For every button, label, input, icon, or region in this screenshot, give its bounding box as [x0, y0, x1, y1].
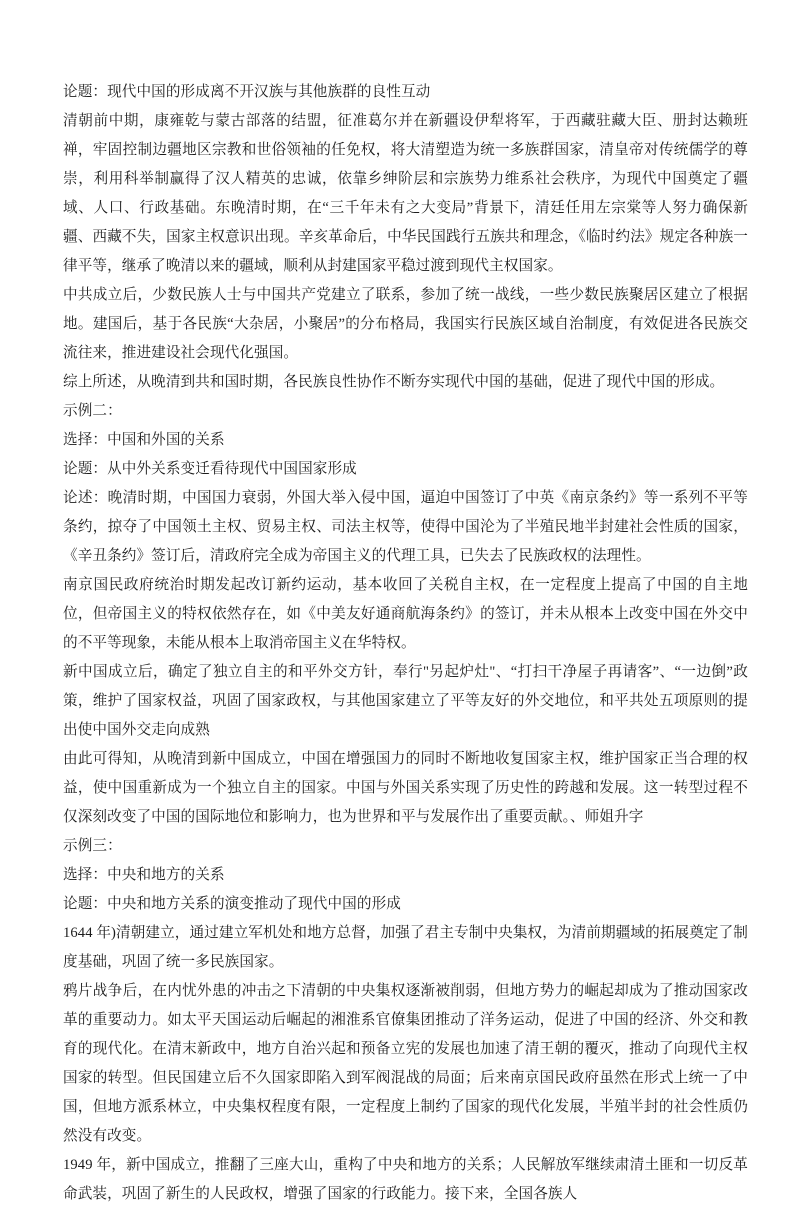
paragraph-summary-1: 综上所述，从晚清到共和国时期，各民族良性协作不断夯实现代中国的基础，促进了现代中国的形成。	[63, 374, 725, 390]
paragraph-qing-early: 清朝前中期，康雍乾与蒙古部落的结盟，征准葛尔并在新疆设伊犁将军，于西藏驻藏大臣、册封达赖班禅，牢固控制边疆地区宗教和世俗领袖的任免权，将大清塑造为统一多族群国家，清皇帝对传统儒学的尊崇，利用科举制赢得了汉人精英的忠诚，依靠乡绅阶层和宗族势力维系社会秩序，为现代中国奠定了疆域、人口、行政基础。东晚清时期，在“三千年未有之大变局”背景下，清廷任用左宗棠等人努力确保新疆、西藏不失，国家主权意识出现。辛亥革命后，中华民国践行五族共和理念，《临时约法》规定各种族一律平等，继承了晚清以来的疆域，顺利从封建国家平稳过渡到现代主权国家。	[63, 113, 748, 274]
example-2-argument-late-qing: 论述：晚清时期，中国国力衰弱，外国大举入侵中国，逼迫中国签订了中英《南京条约》等一系列不平等条约，掠夺了中国领土主权、贸易主权、司法主权等，使得中国沦为了半殖民地半封建社会性质的国家，《辛丑条约》签订后，清政府完全成为帝国主义的代理工具，已失去了民族政权的法理性。	[63, 490, 748, 564]
example-3-topic: 论题：中央和地方关系的演变推动了现代中国的形成	[63, 896, 401, 912]
example-2-new-china-diplomacy: 新中国成立后，确定了独立自主的和平外交方针，奉行"另起炉灶"、“打扫干净屋子再请客”、“一边倒”政策，维护了国家权益，巩固了国家政权，与其他国家建立了平等友好的外交地位，和平共处五项原则的提出使中国外交走向成熟	[63, 664, 748, 738]
topic-line: 论题：现代中国的形成离不开汉族与其他族群的良性互动	[63, 84, 431, 100]
paragraph-ccp-founding: 中共成立后，少数民族人士与中国共产党建立了联系，参加了统一战线，一些少数民族聚居区建立了根据地。建国后，基于各民族“大杂居，小聚居”的分布格局，我国实行民族区域自治制度，有效促进各民族交流往来，推进建设社会现代化强国。	[63, 287, 748, 361]
example-3-heading: 示例三：	[63, 838, 122, 854]
example-2-conclusion: 由此可得知，从晚清到新中国成立，中国在增强国力的同时不断地收复国家主权，维护国家正当合理的权益，使中国重新成为一个独立自主的国家。中国与外国关系实现了历史性的跨越和发展。这一转型过程不仅深刻改变了中国的国际地位和影响力，也为世界和平与发展作出了重要贡献。、师姐升字	[63, 751, 748, 825]
example-3-choice: 选择：中央和地方的关系	[63, 867, 225, 883]
example-3-opium-war: 鸦片战争后，在内忧外患的冲击之下清朝的中央集权逐渐被削弱，但地方势力的崛起却成为了推动国家改革的重要动力。如太平天国运动后崛起的湘淮系官僚集团推动了洋务运动，促进了中国的经济、外交和教育的现代化。在清末新政中，地方自治兴起和预备立宪的发展也加速了清王朝的覆灭，推动了向现代主权国家的转型。但民国建立后不久国家即陷入到军阀混战的局面；后来南京国民政府虽然在形式上统一了中国，但地方派系林立，中央集权程度有限，一定程度上制约了国家的现代化发展，半殖半封的社会性质仍然没有改变。	[63, 983, 748, 1144]
example-2-topic: 论题：从中外关系变迁看待现代中国国家形成	[63, 461, 357, 477]
example-2-choice: 选择：中国和外国的关系	[63, 432, 225, 448]
example-2-nanjing-government: 南京国民政府统治时期发起改订新约运动，基本收回了关税自主权，在一定程度上提高了中国的自主地位，但帝国主义的特权依然存在，如《中美友好通商航海条约》的签订，并未从根本上改变中国在外交中的不平等现象，未能从根本上取消帝国主义在华特权。	[63, 577, 748, 651]
example-3-qing-founding: 1644 年)清朝建立，通过建立军机处和地方总督，加强了君主专制中央集权，为清前期疆域的拓展奠定了制度基础，巩固了统一多民族国家。	[63, 925, 748, 970]
example-2-heading: 示例二：	[63, 403, 122, 419]
example-3-new-china: 1949 年，新中国成立，推翻了三座大山，重构了中央和地方的关系；人民解放军继续肃清土匪和一切反革命武装，巩固了新生的人民政权，增强了国家的行政能力。接下来，全国各族人	[63, 1157, 748, 1202]
